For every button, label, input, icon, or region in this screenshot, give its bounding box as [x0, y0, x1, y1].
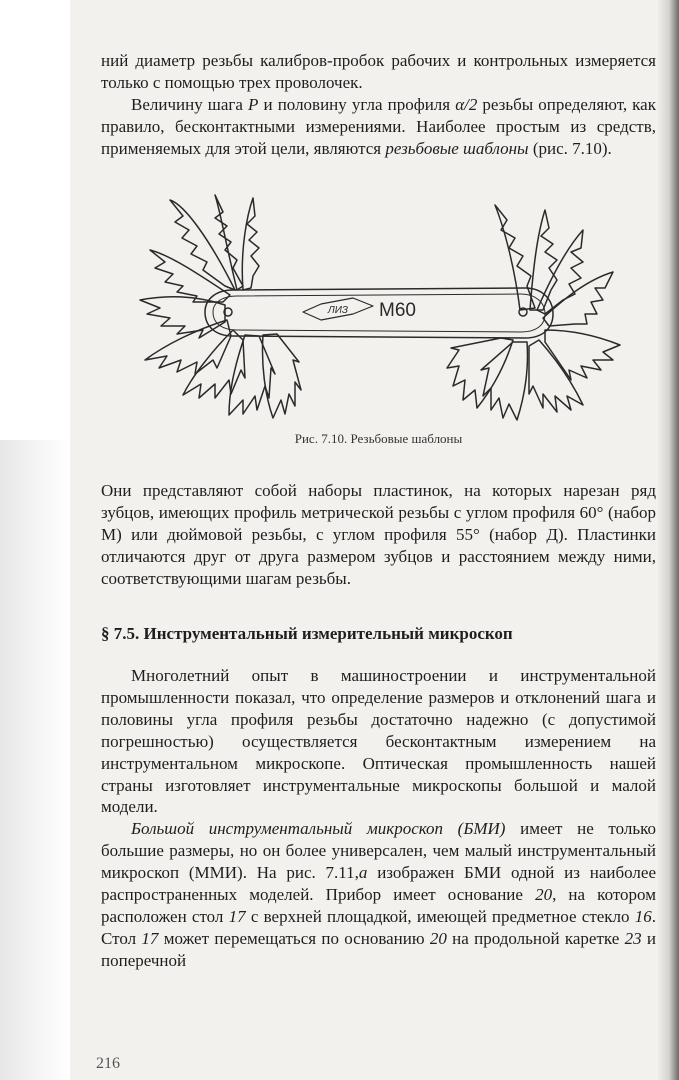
variable-pitch: P	[248, 94, 259, 114]
gauge-model-label: М60	[379, 300, 416, 321]
maker-logo-text: ЛИЗ	[327, 305, 349, 316]
paragraph-large-microscope: Большой инструментальный микроскоп (БМИ) имеет не только большие размеры, но он более универсален, чем малый инструментальный микроскоп (ММИ). На рис. 7.11,а изображен БМИ одной из наиболее распространенных моделей. Прибор имеет основание 20, на котором расположен стол 17 с верхней площадкой, имеющей предметное стекло 16. Стол 17 может перемещаться по основанию 20 на продольной каретке 23 и поперечной	[101, 819, 657, 970]
gauge-blade-left	[262, 334, 301, 418]
page-edge-shadow	[657, 0, 679, 1080]
gauge-blade-right	[447, 338, 513, 408]
text-block-top	[101, 50, 656, 160]
text-block-middle	[101, 480, 656, 590]
section-heading: § 7.5. Инструментальный измерительный микроскоп	[101, 624, 513, 643]
figure-caption: Рис. 7.10. Резьбовые шаблоны	[294, 431, 463, 446]
variable-half-angle: α/2	[455, 94, 478, 114]
gauge-blade-left	[215, 195, 243, 290]
gauge-blade-left	[145, 320, 231, 374]
text-block-bottom	[101, 665, 656, 972]
paragraph-thread-templates: Величину шага P и половину угла профиля α/2 резьбы определяют, как правило, бесконтактными измерениями. Наиболее простым из средств, применяемых для этой цели, являются резьбовые шаблоны (рис. 7.10).	[101, 94, 656, 158]
gauge-blade-right	[529, 340, 583, 412]
page-number: 216	[96, 1055, 120, 1072]
gauge-blade-left	[140, 297, 225, 338]
gauge-blade-left	[242, 198, 259, 290]
gauge-blade-right	[481, 342, 528, 420]
figure-thread-gauges	[125, 190, 645, 435]
term-large-microscope: Большой инструментальный микроскоп (БМИ)	[131, 819, 506, 839]
scan-gutter-shadow	[0, 440, 70, 1080]
paragraph-microscope-intro: Многолетний опыт в машиностроении и инструментальной промышленности показал, что определение размеров и отклонений шага и половины угла профиля резьбы достаточно надежно (с допустимой погрешностью) осуществляется бесконтактным измерением на инструментальном микроскопе. Оптическая промышленность нашей страны изготовляет инструментальные микроскопы большой и малой модели.	[101, 666, 656, 817]
paragraph-template-sets: Они представляют собой наборы пластинок, на которых нарезан ряд зубцов, имеющих профиль метрической резьбы с углом профиля 60° (набор М) или дюймовой резьбы, с углом профиля 55° (набор Д). Пластинки отличаются друг от друга размером зубцов и расстоянием между ними, соответствующими шагам резьбы.	[101, 481, 656, 588]
paragraph-three-wire: ний диаметр резьбы калибров-пробок рабочих и контрольных измеряется только с помощью трех проволочек.	[101, 51, 656, 92]
term-thread-templates: резьбовые шаблоны	[385, 138, 529, 158]
gauge-blade-right	[537, 230, 583, 314]
gauge-blade-right	[545, 330, 620, 380]
